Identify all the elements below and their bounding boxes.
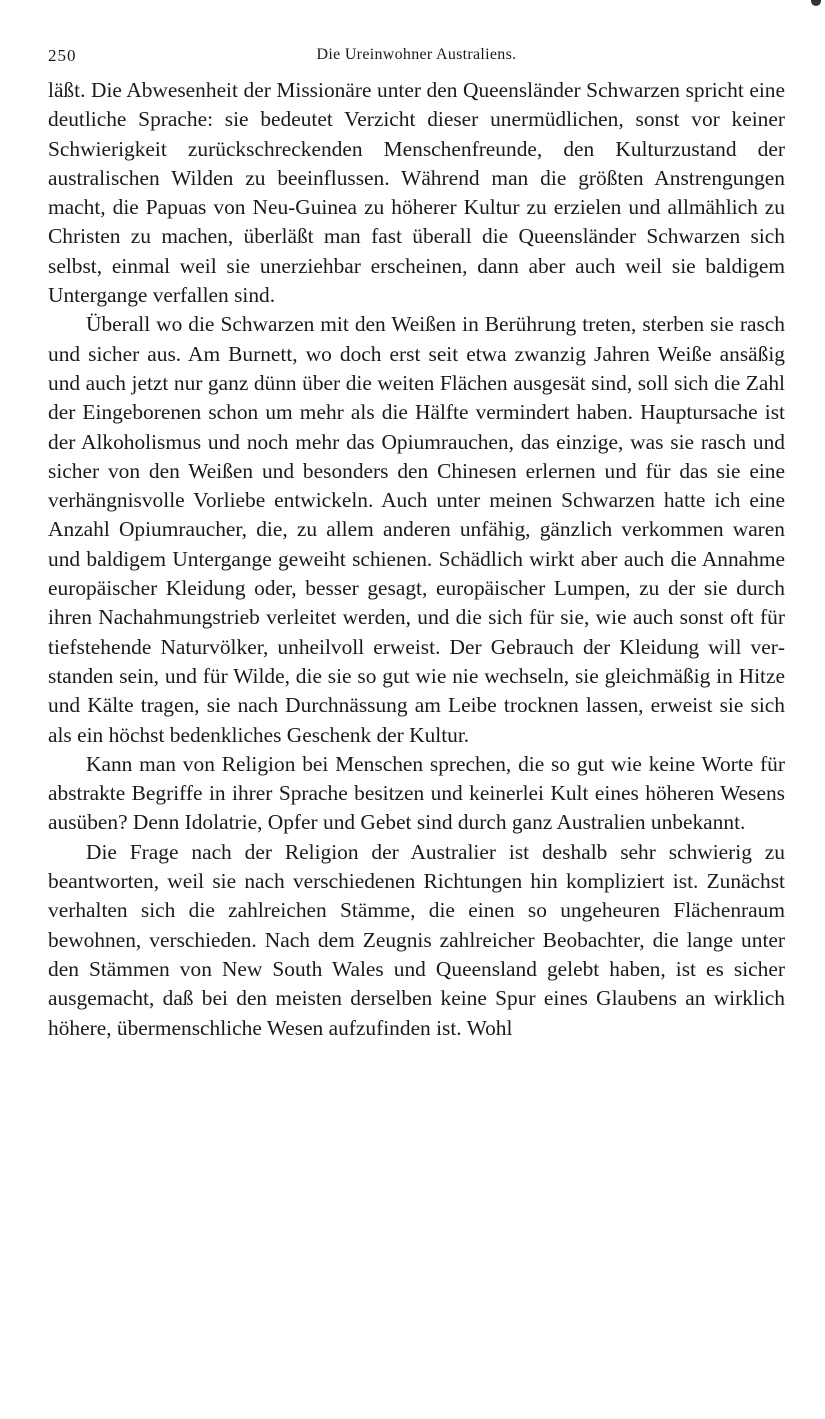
paragraph-4: Die Frage nach der Religion der Australier ist deshalb sehr schwierig zu beantworten, weil sie nach verschiedenen Richtungen hin kompliziert ist. Zunächst verhalten sich die zahlreichen Stämme, die einen so ungeheuren Flächenraum bewohnen, verschieden. Nach dem Zeugnis zahlreicher Beobachter, die lange unter den Stämmen von New South Wales und Queensland gelebt haben, ist es sicher ausgemacht, daß bei den meisten derselben keine Spur eines Glaubens an wirklich höhere, übermenschliche Wesen aufzufinden ist. Wohl [48, 839, 785, 1040]
body-text [48, 76, 785, 1043]
paragraph-1: läßt. Die Abwesenheit der Missionäre unter den Queensländer Schwarzen spricht eine deutliche Sprache: sie bedeutet Verzicht dieser unermüdlichen, sonst vor keiner Schwierigkeit zurückschreckenden Menschenfreunde, den Kulturzustand der australischen Wilden zu beeinflussen. Während man die größten Anstrengungen macht, die Papuas von Neu-Guinea zu höherer Kultur zu erzielen und allmählich zu Christen zu machen, überläßt man fast überall die Queensländer Schwarzen sich selbst, einmal weil sie unerziehbar erscheinen, dann aber auch weil sie baldigem Untergange verfallen sind. [48, 78, 785, 308]
page-header [48, 40, 785, 76]
book-page [48, 40, 785, 1043]
paragraph-2: Überall wo die Schwarzen mit den Weißen in Berührung treten, sterben sie rasch und sicher aus. Am Burnett, wo doch erst seit etwa zwanzig Jahren Weiße ansäßig und auch jetzt nur ganz dünn über die weiten Flächen ausgesät sind, soll sich die Zahl der Eingeborenen schon um mehr als die Hälfte vermindert haben. Hauptursache ist der Alkoholismus und noch mehr das Opiumrauchen, das einzige, was sie rasch und sicher von den Weißen und besonders den Chinesen erlernen und für das sie eine verhängnisvolle Vorliebe entwickeln. Auch unter meinen Schwarzen hatte ich eine Anzahl Opiumraucher, die, zu allem anderen unfähig, gänzlich verkommen waren und baldigem Untergange geweiht schienen. Schädlich wirkt aber auch die Annahme europäischer Kleidung oder, besser gesagt, europäischer Lumpen, zu der sie durch ihren Nachahmungstrieb verleitet werden, und die sich für sie, wie auch sonst oft für tiefstehende Naturvölker, unheilvoll erweist. Der Gebrauch der Kleidung will verstanden sein, und für Wilde, die sie so gut wie nie wechseln, sie gleichmäßig in Hitze und Kälte tragen, sie nach Durchnässung am Leibe trocknen lassen, erweist sie sich als ein höchst bedenkliches Geschenk der Kultur. [48, 312, 785, 747]
page-number: 250 [48, 46, 77, 65]
scan-artifact [811, 0, 821, 6]
paragraph-3: Kann man von Religion bei Menschen sprechen, die so gut wie keine Worte für abstrakte Begriffe in ihrer Sprache besitzen und keinerlei Kult eines höheren Wesens ausüben? Denn Idolatrie, Opfer und Gebet sind durch ganz Australien unbekannt. [48, 751, 785, 835]
running-title: Die Ureinwohner Australiens. [316, 46, 517, 63]
